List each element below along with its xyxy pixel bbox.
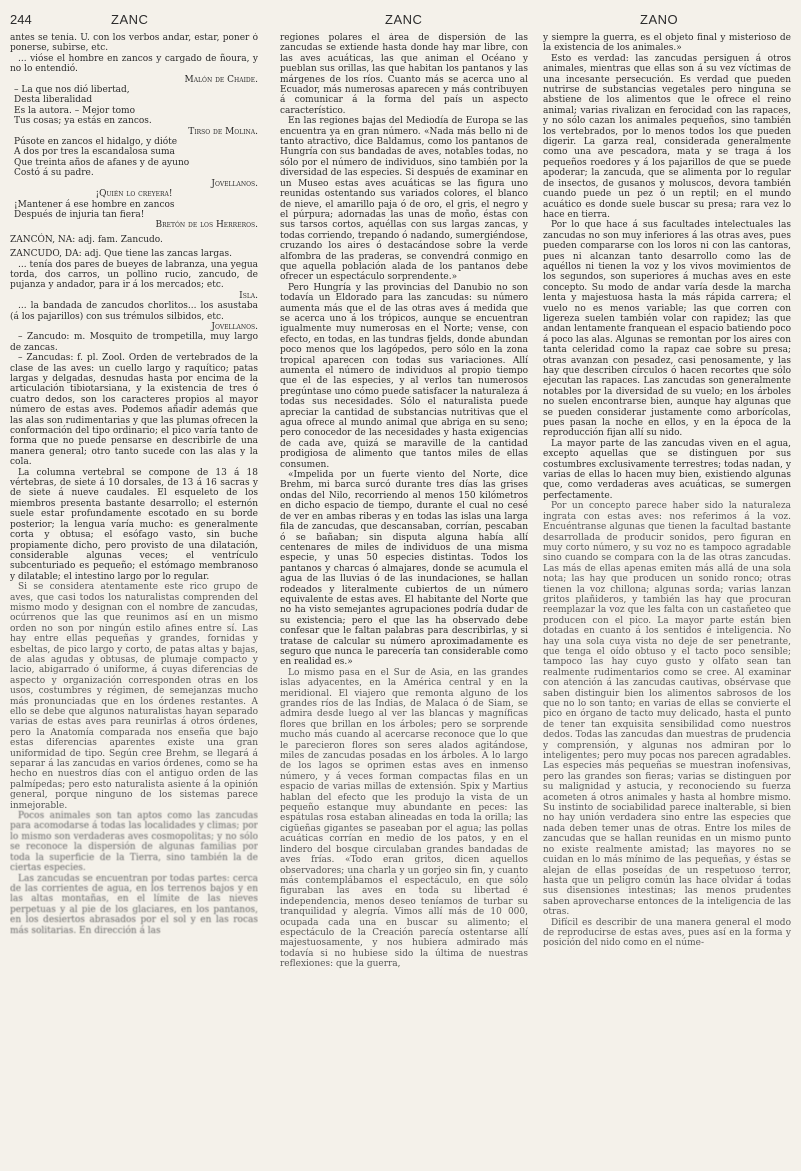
verse-line: A dos por tres la escandalosa suma	[14, 147, 175, 158]
quotation: ... la bandada de zancudos chorlitos... los asustaba (á los pajarillos) con sus trémulos silbidos, etc.	[10, 301, 258, 322]
attribution: Jovellanos.	[211, 321, 258, 332]
column-center	[280, 33, 528, 1161]
paragraph: Esto es verdad: las zancudas persiguen á otros animales, mientras que ellas son á su vez víctimas de una incesante persecución. Es verdad que pueden nutrirse de substancias vegetales pero ninguna se abstiene de los alimentos que le ofrece el reino animal; varias rivalizan en ferocidad con las rapaces, y no sólo cazan los animales pequeños, sino también los vertebrados, por lo menos todos los que pueden digerir. La garza real, considerada generalmente como una ave pescadora, mata y se traga á los pequeños roedores y á los pajarillos de que se puede apoderar; la zancuda, que se alimenta por lo regular de insectos, de gusanos y moluscos, devora también cuando puede un pez ó un reptil; en el mundo acuático es donde suele buscar su presa; rara vez lo hace en tierra.	[543, 53, 791, 220]
paragraph: Por lo que hace á sus facultades intelectuales las zancudas no son muy inferiores á las otras aves, pues pueden compararse con los loros ni con las cantoras, pues ni alcanzan tanto desarrollo como las de aquéllos ni tienen la voz y los vivos movimientos de los segundos, son superiores á muchas aves en este concepto. Su modo de andar varía desde la marcha lenta y majestuosa hasta la más rápida carrera; el vuelo no es menos variable; las que corren con ligereza suelen también volar con rapidez; las que andan lentamente franquean el espacio batiendo poco á poco las alas. Algunas se remontan por los aires con tanta celeridad como la rapaz cae sobre su presa; otras avanzan con pesadez, casi penosamente, y las hay que describen círculos ó hacen recortes que sólo ejecutan las rapaces. Las zancudas son generalmente notables por la diversidad de su vuelo; en los árboles no suelen encontrarse bien, aunque hay algunas que se pueden considerar justamente como arborícolas, pues pasan la noche en ellos, y en la época de la reproducción fijan allí su nido.	[543, 220, 791, 439]
verse-line: Desta liberalidad	[14, 95, 93, 106]
entry-zancon: ZANCÓN, NA: adj. fam. Zancudo.	[10, 234, 163, 245]
subentry-zancudo: – Zancudo: m. Mosquito de trompetilla, muy largo de zancas.	[10, 332, 258, 353]
verse-line: Que treinta años de afanes y de ayuno	[14, 157, 190, 168]
quotation: ... tenía dos pares de bueyes de labranza, una yegua torda, dos carros, un pollino rucio, zancudo, de pujanza y andador, para ir á los mercados; etc.	[10, 259, 258, 291]
attribution: Jovellanos.	[211, 178, 258, 189]
running-head-left: ZANC	[111, 12, 149, 27]
paragraph: La columna vertebral se compone de 13 á 18 vértebras, de siete á 10 dorsales, de 13 á 16 sacras y de siete á nueve caudales. El esqueleto de los miembros presenta bastante desarrollo; el esternón suele estar profundamente escotado en su borde posterior; la lengua varía mucho: es generalmente corta y obtusa; el esófago vasto, sin buche propiamente dicho, pero provisto de una dilatación, considerable algunas veces; el ventrículo subcenturiado es pequeño; el estómago membranoso y dilatable; el intestino largo por lo regular.	[10, 467, 258, 582]
paragraph: Las zancudas se encuentran por todas partes: cerca de las corrientes de agua, en los terrenos bajos y en las altas montañas, en el límite de las nieves perpetuas y al pie de los glaciares, en los pantanos, en los desiertos abrasados por el sol y en las rocas más solitarias. En dirección á las	[10, 873, 258, 936]
paragraph: Pocos animales son tan aptos como las zancudas para acomodarse á todas las localidades y climas; por lo mismo son verdaderas aves cosmopolitas; y no sólo se reconoce la dispersión de algunas familias por toda la superficie de la Tierra, sino también la de ciertas especies.	[10, 811, 258, 874]
verse-line: Púsote en zancos el hidalgo, y dióte	[14, 137, 178, 148]
paragraph: Lo mismo pasa en el Sur de Asia, en las grandes islas adyacentes, en la América central y en la meridional. El viajero que remonta alguno de los grandes ríos de las Indias, de Malaca ó de Siam, se admira desde luego al ver las blancas y magníficas flores que brillan en los árboles; pero se sorprende mucho más cuando al acercarse reconoce que lo que le parecieron flores son seres alados agitándose, miles de zancudas posadas en los árboles. A lo largo de los lagos se oprimen estas aves en inmenso número, y á veces forman compactas filas en un espacio de varias millas de extensión. Spix y Martius hablan del efecto que les produjo la vista de un pequeño estanque muy abundante en peces: las espátulas rosa estaban alineadas en toda la orilla; las cigüeñas gigantes se paseaban por el agua; las pollas acuáticas corrían en medio de los patos, y en el lindero del bosque circulaban grandes bandadas de aves frías. «Todo eran gritos, dicen aquellos observadores; una charla y un gorjeo sin fin, y cuanto más contemplábamos el espectáculo, en que sólo figuraban las aves en toda su libertad é independencia, menos deseo teníamos de turbar su tranquilidad y alegría. Vimos allí más de 10 000, ocupada cada una en buscar su alimento; el espectáculo de la Creación parecía ostentarse allí majestuosamente, y nos hubiera admirado más todavía si no hubiese sido la última de nuestras reflexiones: que la guerra,	[280, 667, 528, 970]
entry-zancudo: ZANCUDO, DA: adj. Que tiene las zancas largas.	[10, 249, 232, 260]
verse-line: Tus cosas; ya estás en zancos.	[14, 116, 152, 127]
verse-line: Costó á su padre.	[14, 168, 94, 179]
column-left	[10, 33, 258, 1161]
paragraph: La mayor parte de las zancudas viven en el agua, excepto aquellas que se distinguen por sus costumbres exclusivamente terrestres; todas nadan, y varias de ellas lo hacen muy bien, existiendo algunas que, como verdaderas aves acuáticas, se sumergen perfectamente.	[543, 438, 791, 501]
paragraph: regiones polares el área de dispersión de las zancudas se extiende hasta donde hay mar libre, con las aves acuáticas, las que animan el Océano y pueblan sus orillas, las que habitan los pantanos y las márgenes de los ríos. Cuanto más se acerca uno al Ecuador, más numerosas aparecen y más contribuyen á comunicar á la forma del país un aspecto característico.	[280, 33, 528, 116]
paragraph: antes se tenía. U. con los verbos andar, estar, poner ó ponerse, subirse, etc.	[10, 33, 258, 54]
paragraph: y siempre la guerra, es el objeto final y misterioso de la existencia de los animales.»	[543, 33, 791, 54]
attribution: Tirso de Molina.	[188, 126, 258, 137]
paragraph: «Impelida por un fuerte viento del Norte, dice Brehm, mi barca surcó durante tres días las grises ondas del Nilo, recorriendo al menos 150 kilómetros en dicho espacio de tiempo, durante el cual no cesé de ver en ambas riberas y en todas las islas una larga fila de zancudas, que descansaban, corrían, pescaban ó se bañaban; sin disputa alguna había allí centenares de miles de individuos de una misma especie, y unas 50 especies distintas. Todos los pantanos y charcas ó almajares, donde se acumula el agua de las lluvias ó de las inundaciones, se hallan rodeados y literalmente cubiertos de un número equivalente de estas aves. El habitante del Norte que no ha visto semejantes agrupaciones podría dudar de su existencia; pero el que las ha observado debe confesar que le faltan palabras para describirlas, y si tratase de calcular su número aproximadamente es seguro que nunca le parecería tan considerable como en realidad es.»	[280, 470, 528, 668]
page-number: 244	[10, 12, 32, 27]
verse-line: Después de injuria tan fiera!	[14, 209, 145, 220]
paragraph: Pero Hungría y las provincias del Danubio no son todavía un Eldorado para las zancudas: su número aumenta más que el de las otras aves á medida que se acerca uno á los trópicos, aunque se encuentran igualmente muy numerosas en el Norte; vense, con efecto, en todas, en las tundras fjelds, donde abundan poco menos que los lagópedos, pero sólo en la zona tropical aparecen con todas sus variaciones. Allí aumenta el número de individuos al propio tiempo que el de las especies, y al verlos tan numerosos pregúntase uno cómo puede satisfacer la naturaleza á todas sus necesidades. Sólo el naturalista puede apreciar la cantidad de substancias nutritivas que el agua ofrece al mundo animal que abriga en su seno; pero conocedor de las necesidades y hasta exigencias de cada ave, quizá se maraville de la cantidad prodigiosa de alimento que tantos miles de ellas consumen.	[280, 282, 528, 470]
attribution: Malón de Chaide.	[184, 74, 258, 85]
subentry-zancudas: – Zancudas: f. pl. Zool. Orden de vertebrados de la clase de las aves: un cuello largo y raquítico; patas largas y delgadas, desnudas hasta por encima de la articulación tibiotarsiana, y la existencia de tres ó cuatro dedos, son los caracteres propios al mayor número de estas aves. Podemos añadir además que las alas son rudimentarias y que las plumas ofrecen la conformación del tipo ordinario; el pico varía tanto de forma que no puede pensarse en describirle de una manera general; otro tanto sucede con las alas y la cola.	[10, 353, 258, 468]
column-right	[543, 33, 791, 1161]
verse-line: ¡Mantener á ese hombre en zancos	[14, 199, 175, 210]
paragraph: Si se considera atentamente este rico grupo de aves, que casi todos los naturalistas comprenden del mismo modo y designan con el nombre de zancudas, ocúrrenos que las que reunimos así en un mismo orden no son por ningún estilo afines entre sí. Las hay entre ellas pequeñas y grandes, fornidas y esbeltas, de pico largo y corto, de patas altas y bajas, de alas agudas y obtusas, de plumaje compacto y lacio, abigarrado ó uniforme, á cuyas diferencias de aspecto y organización corresponden otras en los usos, costumbres y régimen, de semejanzas mucho más pronunciadas que en los órdenes restantes. A ello se debe que algunos naturalistas hayan separado varias de estas aves para reunirlas á otros órdenes, pero la Anatomía comparada nos enseña que bajo estas diferencias aparentes existe una gran uniformidad de tipo. Según cree Brehm, se llegará á separar á las zancudas en varios órdenes, como se ha hecho en nuestros días con el antiguo orden de las palmípedas; pero esto naturalista asiente á la opinión general, porque ninguno de los sistemas parece inmejorable.	[10, 582, 258, 811]
verse-line: ¡Quién lo creyera!	[95, 189, 173, 200]
verse-line: – La que nos dió libertad,	[14, 85, 130, 96]
attribution: Isla.	[239, 290, 258, 301]
paragraph: Por un concepto parece haber sido la naturaleza ingrata con estas aves: nos referimos á la voz. Encuéntranse algunas que tienen la facultad bastante desarrollada de producir sonidos, pero figuran en muy corto número, y su voz no es tampoco agradable sino cuando se compara con la de las otras zancudas. Las más de ellas apenas emiten más allá de una sola nota; las hay que producen un sonido ronco; otras tienen la voz chillona; algunas sorda; varias lanzan gritos plañideros, y también las hay que procuran reemplazar la voz que les falta con un castañeteo que producen con el pico. La mayor parte están bien dotadas en cuanto á los sentidos é inteligencia. No hay una sola cuya vista no deje de ser penetrante, que tenga el oído obtuso y el tacto poco sensible; tampoco las hay cuyo gusto y olfato sean tan realmente rudimentarios como se cree. Al examinar con atención á las zancudas cautivas, obsérvase que saben distinguir bien los alimentos sabrosos de los que no lo son tanto; en varias de ellas se convierte el pico en órgano de tacto muy delicado, hasta el punto de tener tan exquisita sensibilidad como nuestros dedos. Todas las zancudas dan muestras de prudencia y comprensión, y algunas nos admiran por lo inteligentes; pero muy pocas nos parecen agradables. Las especies más pequeñas se muestran inofensivas, pero las grandes son fieras; varias se distinguen por su malignidad y astucia, y reconociendo su fuerza acometen á otros animales y hasta al hombre mismo. Su instinto de sociabilidad parece inalterable, si bien no hay unión verdadera sino entre las especies que nada deben temer unas de otras. Entre los miles de zancudas que se hallan reunidas en un mismo punto no existe realmente amistad; las mayores no se cuidan en lo más mínimo de las pequeñas, y éstas se alejan de ellas poseídas de un respetuoso terror, hasta que un peligro común las hace olvidar á todas sus disensiones intestinas; las menos prudentes saben aprovecharse entonces de la inteligencia de las otras.	[543, 501, 791, 918]
paragraph: En las regiones bajas del Mediodía de Europa se las encuentra ya en gran número. «Nada más bello ni de tanto atractivo, dice Baldamus, como los pantanos de Hungría con sus bandadas de aves, notables todas, no sólo por el número de individuos, sino también por la diversidad de las especies. Si después de examinar en un Museo estas aves acuáticas se las figura uno reunidas ostentando sus variados colores, el blanco de nieve, el amarillo paja ó de oro, el gris, el negro y el púrpura; adornadas las unas de moño, éstas con sus tarsos cortos, aquéllas con sus largas zancas, y todas corriendo, trepando ó nadando, sumergiéndose, cruzando los aires ó destacándose sobre la verde alfombra de las praderas, se convendrá conmigo en que aquella población alada de los pantanos debe ofrecer un espectáculo sorprendente.»	[280, 116, 528, 283]
quotation: ... vióse el hombre en zancos y cargado de ñoura, y no lo entendió.	[10, 53, 258, 75]
verse-line: Es la autora. – Mejor tomo	[14, 105, 136, 116]
running-head-right: ZANO	[640, 12, 679, 27]
paragraph: Difícil es describir de una manera general el modo de reproducirse de estas aves, pues así en la forma y posición del nido como en el núme-	[543, 917, 791, 949]
running-head-center: ZANC	[385, 12, 423, 27]
attribution: Bretón de los Herreros.	[155, 220, 258, 231]
page-header	[0, 8, 801, 30]
